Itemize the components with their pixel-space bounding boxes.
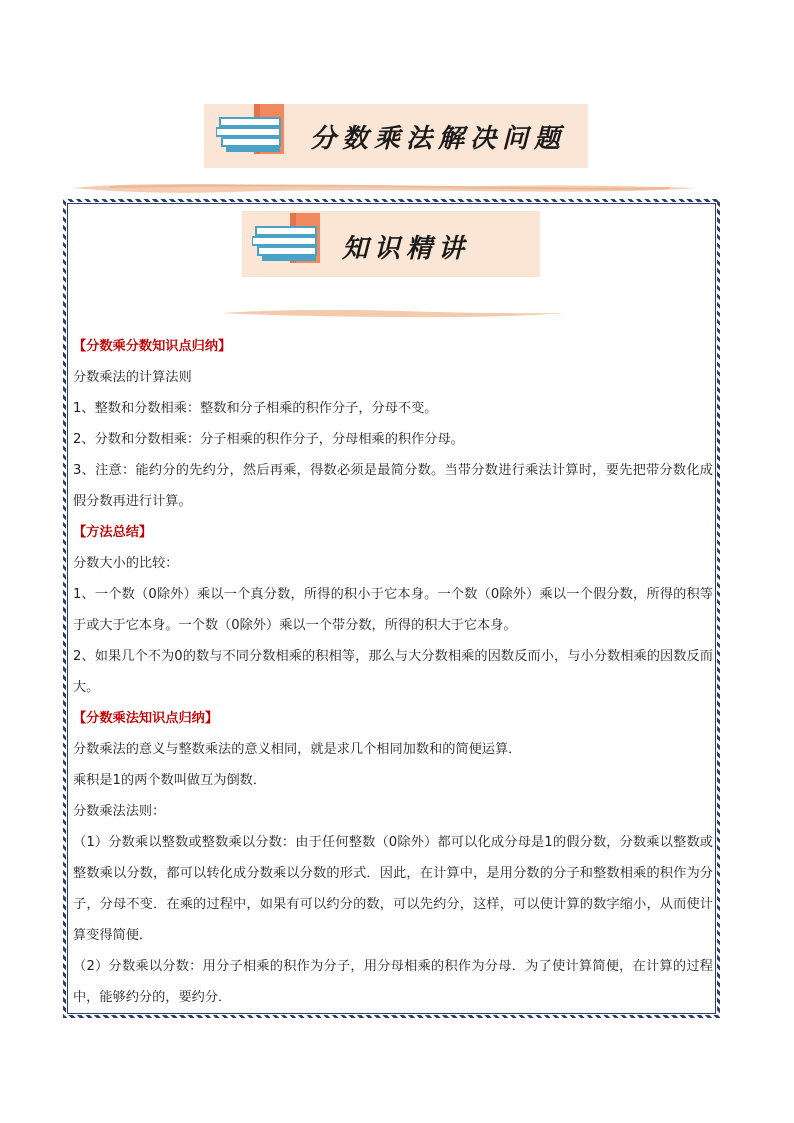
text-paragraph: （2）分数乘以分数：用分子相乘的积作为分子，用分母相乘的积作为分母．为了使计算简便，在计算的过程中，能够约分的，要约分． bbox=[73, 959, 713, 1005]
brush-stroke-divider bbox=[70, 180, 700, 196]
text-line: 1、整数和分数相乘：整数和分子相乘的积作分子，分母不变。 bbox=[73, 401, 438, 416]
section-heading: 【分数乘法知识点归纳】 bbox=[73, 711, 219, 726]
content-body bbox=[73, 331, 713, 1013]
books-icon bbox=[216, 104, 292, 156]
text-paragraph: （1）分数乘以整数或整数乘以分数：由于任何整数（0除外）都可以化成分母是1的假分数，分数乘以整数或整数乘以分数，都可以转化成分数乘以分数的形式．因此，在计算中，是用分数的分子和整数相乘的积作为分子，分母不变．在乘的过程中，如果有可以约分的数，可以先约分，这样，可以使计算的数字缩小，从而使计算变得简便． bbox=[73, 835, 713, 943]
text-line: 分数乘法的意义与整数乘法的意义相同，就是求几个相同加数和的简便运算． bbox=[73, 742, 522, 757]
page-title: 分数乘法解决问题 bbox=[310, 124, 567, 154]
section-heading: 【分数乘分数知识点归纳】 bbox=[73, 339, 232, 354]
text-line: 分数大小的比较： bbox=[73, 556, 179, 571]
text-paragraph: 2、如果几个不为0的数与不同分数相乘的积相等，那么与大分数相乘的因数反而小，与小分数相乘的因数反而大。 bbox=[73, 649, 713, 695]
text-line: 分数乘法法则： bbox=[73, 804, 166, 819]
section-heading: 【方法总结】 bbox=[73, 525, 153, 540]
text-line: 分数乘法的计算法则 bbox=[73, 370, 192, 385]
section-banner bbox=[242, 211, 540, 277]
title-banner bbox=[204, 104, 588, 168]
text-line: 乘积是1的两个数叫做互为倒数． bbox=[73, 773, 267, 788]
section-title: 知识精讲 bbox=[342, 234, 471, 264]
text-paragraph: 1、一个数（0除外）乘以一个真分数，所得的积小于它本身。一个数（0除外）乘以一个假分数，所得的积等于或大于它本身。一个数（0除外）乘以一个带分数，所得的积大于它本身。 bbox=[73, 587, 713, 633]
text-paragraph: 3、注意：能约分的先约分，然后再乘，得数必须是最简分数。当带分数进行乘法计算时，要先把带分数化成假分数再进行计算。 bbox=[73, 463, 713, 509]
books-icon bbox=[252, 213, 328, 265]
text-line: 2、分数和分数相乘：分子相乘的积作分子，分母相乘的积作分母。 bbox=[73, 432, 464, 447]
brush-stroke-divider bbox=[220, 307, 568, 319]
